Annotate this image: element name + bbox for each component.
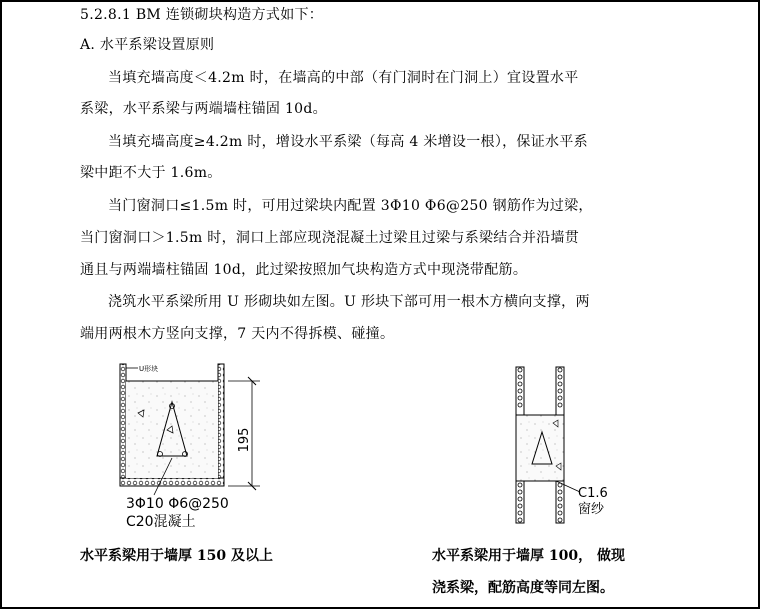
paragraph-1-line-2: 系梁，水平系梁与两端墙柱锚固 10d。 <box>80 101 327 117</box>
paragraph-4-line-2: 端用两根木方竖向支撑，7 天内不得拆模、碰撞。 <box>80 326 395 342</box>
dimension-195: 195 <box>237 427 252 453</box>
paragraph-3-line-2: 当门窗洞口＞1.5m 时，洞口上部应现浇混凝土过梁且过梁与系梁结合并沿墙贯 <box>80 230 580 246</box>
paragraph-2-line-2: 梁中距不大于 1.6m。 <box>80 165 222 181</box>
paragraph-3-line-3: 通且与两端墙柱锚固 10d，此过梁按照加气块构造方式中现浇带配筋。 <box>80 262 528 278</box>
u-block-label: U形块 <box>139 365 159 373</box>
concrete-label: C20混凝土 <box>126 514 196 530</box>
paragraph-2-line-1: 当填充墙高度≥4.2m 时，增设水平系梁（每高 4 米增设一根），保证水平系 <box>108 134 588 150</box>
rebar-label: 3Φ10 Φ6@250 <box>126 496 229 512</box>
paragraph-1-line-1: 当填充墙高度＜4.2m 时，在墙高的中部（有门洞时在门洞上）宜设置水平 <box>108 70 579 86</box>
paragraph-3-line-1: 当门窗洞口≤1.5m 时，可用过梁块内配置 3Φ10 Φ6@250 钢筋作为过梁， <box>108 198 593 214</box>
right-figure-caption-line-2: 浇系梁，配筋高度等同左图。 <box>432 580 614 596</box>
right-figure-caption-line-1: 水平系梁用于墙厚 100， 做现 <box>432 548 625 564</box>
paragraph-4-line-1: 浇筑水平系梁所用 U 形砌块如左图。U 形块下部可用一根木方横向支撑，两 <box>108 294 590 310</box>
mesh-label: C1.6 <box>578 486 608 501</box>
mesh-material-label: 窗纱 <box>578 502 605 517</box>
section-heading: 5.2.8.1 BM 连锁砌块构造方式如下： <box>80 7 324 23</box>
left-figure-caption: 水平系梁用于墙厚 150 及以上 <box>80 548 273 564</box>
subsection-title: A. 水平系梁设置原则 <box>80 37 215 53</box>
